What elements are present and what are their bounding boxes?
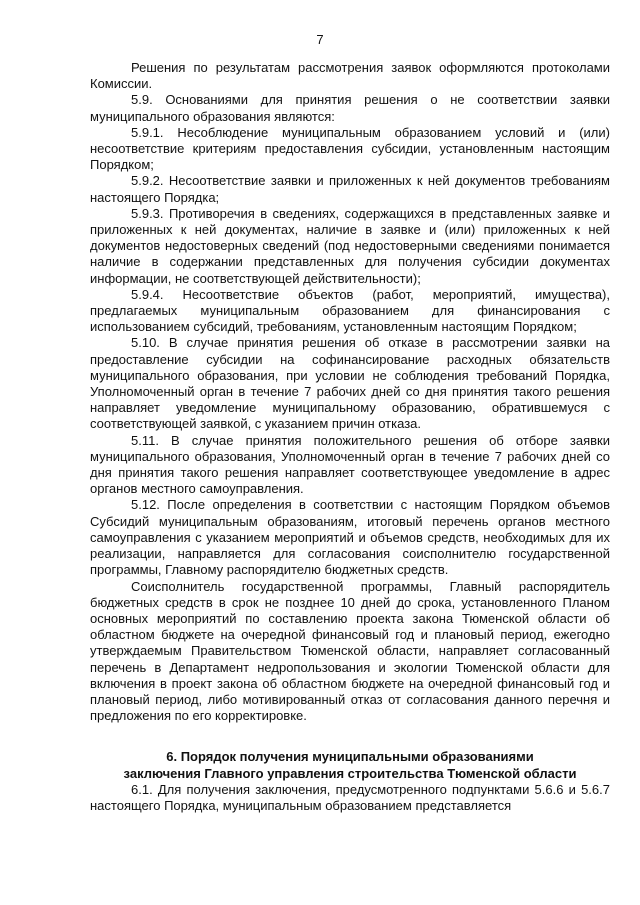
paragraph-5-10: 5.10. В случае принятия решения об отказе в рассмотрении заявки на предоставление субсидии на софинансирование расходных обязательств муниципального образования, при условии не соблюдения требований Порядка, Уполномоченный орган в течение 7 рабочих дней со дня принятия такого решения направляет уведомление муниципальному образованию, обратившемуся с соответствующей заявкой, с указанием причин отказа. [90, 335, 610, 432]
section-heading-line-1: 6. Порядок получения муниципальными образованиями [166, 749, 534, 765]
section-heading [90, 749, 610, 781]
paragraph-co-executor: Соисполнитель государственной программы, Главный распорядитель бюджетных средств в срок не позднее 10 дней до срока, установленного Планом основных мероприятий по составлению проекта закона Тюменской области об областном бюджете на очередной финансовый год и плановый период, ежегодно утверждаемым Правительством Тюменской области, направляет согласованный перечень в Департамент недропользования и экологии Тюменской области для включения в проект закона об областном бюджете на очередной финансовый год и плановый период, либо мотивированный отказ от согласования данного перечня и предложения по его корректировке. [90, 578, 610, 724]
paragraph-5-12: 5.12. После определения в соответствии с настоящим Порядком объемов Субсидий муниципальным образованиям, итоговый перечень органов местного самоуправления с указанием мероприятий и объемов средств, необходимых для их реализации, направляется для согласования соисполнителю государственной программы, Главному распорядителю бюджетных средств. [90, 497, 610, 578]
section-heading-line-2: заключения Главного управления строительства Тюменской области [123, 765, 577, 781]
paragraph-5-9-1: 5.9.1. Несоблюдение муниципальным образованием условий и (или) несоответствие критериям предоставления субсидии, установленным настоящим Порядком; [90, 124, 610, 173]
paragraph-5-9-4: 5.9.4. Несоответствие объектов (работ, мероприятий, имущества), предлагаемых муниципальным образованием для финансирования с использованием субсидий, требованиям, установленным настоящим Порядком; [90, 286, 610, 335]
paragraph-5-11: 5.11. В случае принятия положительного решения об отборе заявки муниципального образования, Уполномоченный орган в течение 7 рабочих дней со дня принятия такого решения направляет соответствующее уведомление в адрес органов местного самоуправления. [90, 432, 610, 497]
paragraph-6-1: 6.1. Для получения заключения, предусмотренного подпунктами 5.6.6 и 5.6.7 настоящего Порядка, муниципальным образованием представляется [90, 781, 610, 813]
page-number: 7 [316, 32, 324, 47]
paragraph-protocols: Решения по результатам рассмотрения заявок оформляются протоколами Комиссии. [90, 60, 610, 92]
paragraph-5-9-3: 5.9.3. Противоречия в сведениях, содержащихся в представленных заявке и приложенных к ней документах, наличие в заявке и (или) приложенных к ней документов недостоверных сведений (под недостоверными сведениями понимается наличие в содержании представленных для получения субсидии документах информации, не соответствующей действительности); [90, 205, 610, 286]
paragraph-5-9-2: 5.9.2. Несоответствие заявки и приложенных к ней документов требованиям настоящего Порядка; [90, 173, 610, 205]
paragraph-5-9: 5.9. Основаниями для принятия решения о не соответствии заявки муниципального образования являются: [90, 92, 610, 124]
document-body [90, 60, 610, 814]
